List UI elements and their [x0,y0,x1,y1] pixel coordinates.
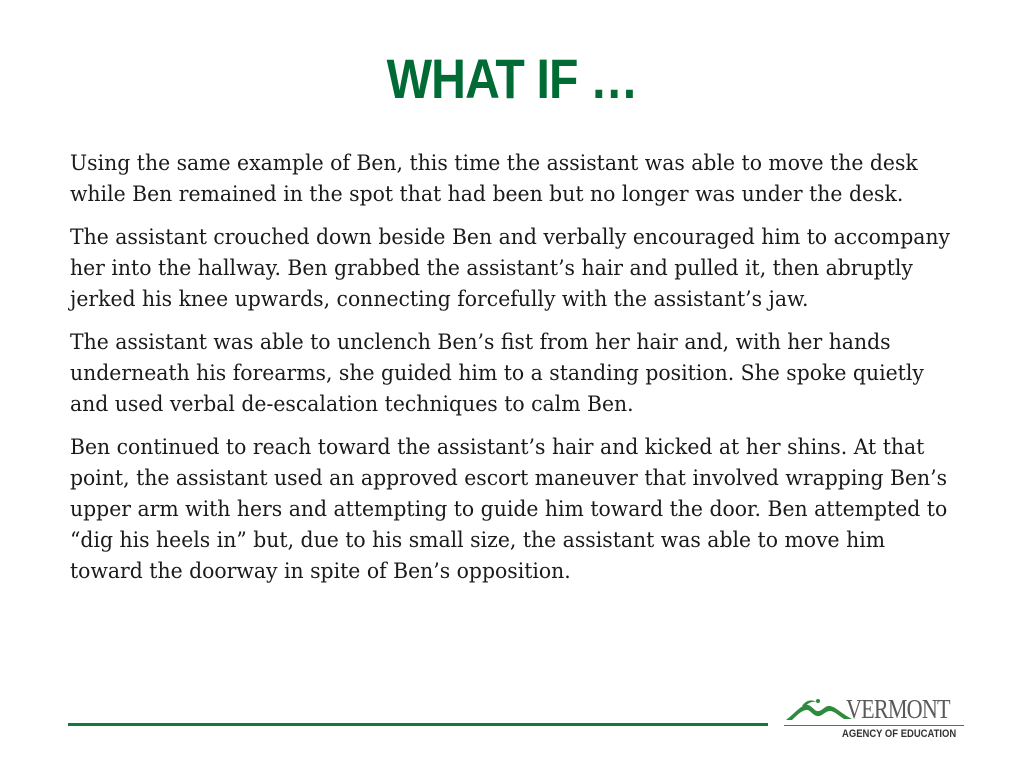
paragraph-4: Ben continued to reach toward the assistant’s hair and kicked at her shins. At that point, the assistant used an approved escort maneuver that involved wrapping Ben’s upper arm with hers and attempting to guide him toward the door. Ben attempted to “dig his heels in” but, due to his small size, the assistant was able to move him toward the doorway in spite of Ben’s opposition. [70,435,948,583]
slide-body [70,148,970,599]
slide-title: WHAT IF … [386,47,638,110]
logo-divider [784,725,964,726]
vermont-logo [784,694,966,746]
footer-rule [68,723,768,726]
logo-name: VERMONT [846,694,950,724]
mountain-logo-icon [784,696,854,724]
paragraph-1: Using the same example of Ben, this time the assistant was able to move the desk while Ben remained in the spot that had been but no longer was under the desk. [70,151,918,206]
paragraph-3: The assistant was able to unclench Ben’s fist from her hair and, with her hands underneath his forearms, she guided him to a standing position. She spoke quietly and used verbal de-escalation techniques to calm Ben. [70,330,924,416]
paragraph-2: The assistant crouched down beside Ben and verbally encouraged him to accompany her into the hallway. Ben grabbed the assistant’s hair and pulled it, then abruptly jerked his knee upwards, connecting forcefully with the assistant’s jaw. [70,225,951,311]
logo-subtitle: AGENCY OF EDUCATION [842,728,957,740]
